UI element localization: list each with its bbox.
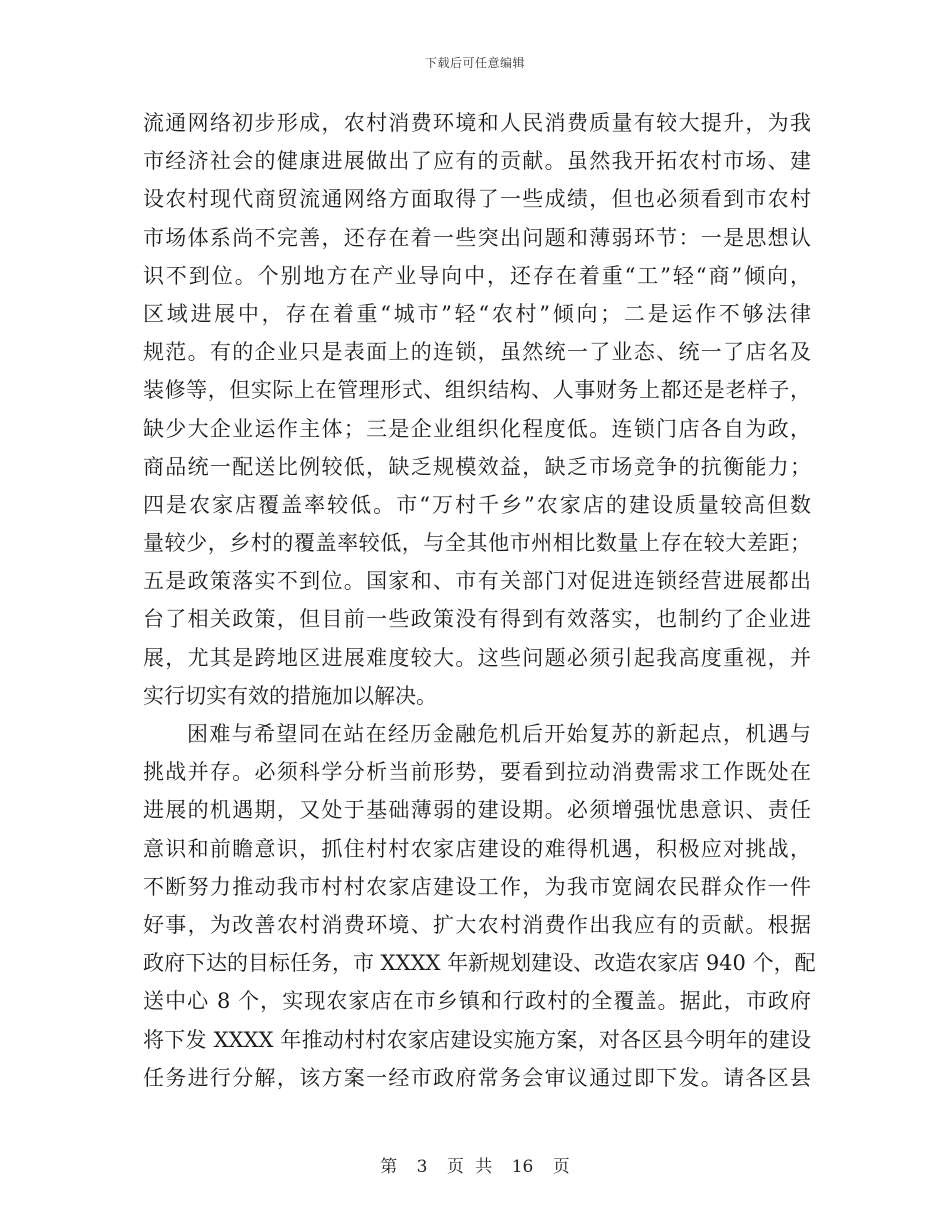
- page-footer: [0, 1152, 950, 1177]
- total-pages-number: 16: [511, 1157, 534, 1177]
- paragraph-line: 困难与希望同在站在经历金融危机后开始复苏的新起点，机遇与: [187, 722, 811, 746]
- paragraph-line: 挑战并存。必须科学分析当前形势，要看到拉动消费需求工作既处在: [143, 760, 811, 785]
- paragraph-line: 量较少，乡村的覆盖率较低，与全其他市州相比数量上存在较大差距；: [143, 531, 811, 556]
- paragraph-line: 区域进展中，存在着重“城市”轻“农村”倾向；二是运作不够法律: [143, 301, 811, 326]
- paragraph-line: 送中心 8 个，实现农家店在市乡镇和行政村的全覆盖。据此，市政府: [143, 989, 811, 1014]
- paragraph-line: 规范。有的企业只是表面上的连锁，虽然统一了业态、统一了店名及: [143, 340, 811, 365]
- paragraph-line: 政府下达的目标任务，市 XXXX 年新规划建设、改造农家店 940 个，配: [143, 951, 816, 976]
- paragraph-line: 装修等，但实际上在管理形式、组织结构、人事财务上都还是老样子，: [143, 378, 811, 403]
- paragraph-line: 市经济社会的健康进展做出了应有的贡献。虽然我开拓农村市场、建: [143, 149, 811, 174]
- paragraph-line: 识不到位。个别地方在产业导向中，还存在着重“工”轻“商”倾向，: [143, 263, 811, 288]
- footer-suffix: 页: [552, 1157, 570, 1177]
- paragraph-line: 进展的机遇期，又处于基础薄弱的建设期。必须增强忧患意识、责任: [143, 798, 811, 823]
- paragraph-line: 将下发 XXXX 年推动村村农家店建设实施方案，对各区县今明年的建设: [143, 1027, 811, 1052]
- paragraph-line: 商品统一配送比例较低，缺乏规模效益，缺乏市场竞争的抗衡能力；: [143, 454, 811, 479]
- footer-prefix: 第: [380, 1157, 398, 1177]
- paragraph-line: 四是农家店覆盖率较低。市“万村千乡”农家店的建设质量较高但数: [143, 492, 811, 517]
- paragraph-line: 意识和前瞻意识，抓住村村农家店建设的难得机遇，积极应对挑战，: [143, 836, 811, 861]
- page-header: 下载后可任意编辑: [424, 56, 525, 70]
- current-page-number: 3: [416, 1157, 428, 1177]
- paragraph-line: 设农村现代商贸流通网络方面取得了一些成绩，但也必须看到市农村: [143, 187, 811, 212]
- paragraph-line: 缺少大企业运作主体；三是企业组织化程度低。连锁门店各自为政，: [143, 416, 811, 441]
- document-body: [143, 104, 816, 1097]
- paragraph: [143, 715, 816, 1097]
- paragraph-line: 展，尤其是跨地区进展难度较大。这些问题必须引起我高度重视，并: [143, 645, 811, 670]
- paragraph-line: 市场体系尚不完善，还存在着一些突出问题和薄弱环节：一是思想认: [143, 225, 811, 250]
- paragraph-line: 流通网络初步形成，农村消费环境和人民消费质量有较大提升，为我: [143, 111, 811, 135]
- paragraph-line: 实行切实有效的措施加以解决。: [143, 683, 437, 708]
- paragraph-line: 台了相关政策，但目前一些政策没有得到有效落实，也制约了企业进: [143, 607, 811, 632]
- paragraph-line: 不断努力推动我市村村农家店建设工作，为我市宽阔农民群众作一件: [143, 874, 811, 899]
- paragraph-line: 五是政策落实不到位。国家和、市有关部门对促进连锁经营进展都出: [143, 569, 811, 594]
- footer-middle: 页 共: [446, 1157, 493, 1177]
- paragraph-line: 好事，为改善农村消费环境、扩大农村消费作出我应有的贡献。根据: [143, 912, 811, 937]
- paragraph: [143, 104, 811, 715]
- paragraph-line: 任务进行分解，该方案一经市政府常务会审议通过即下发。请各区县: [143, 1065, 811, 1090]
